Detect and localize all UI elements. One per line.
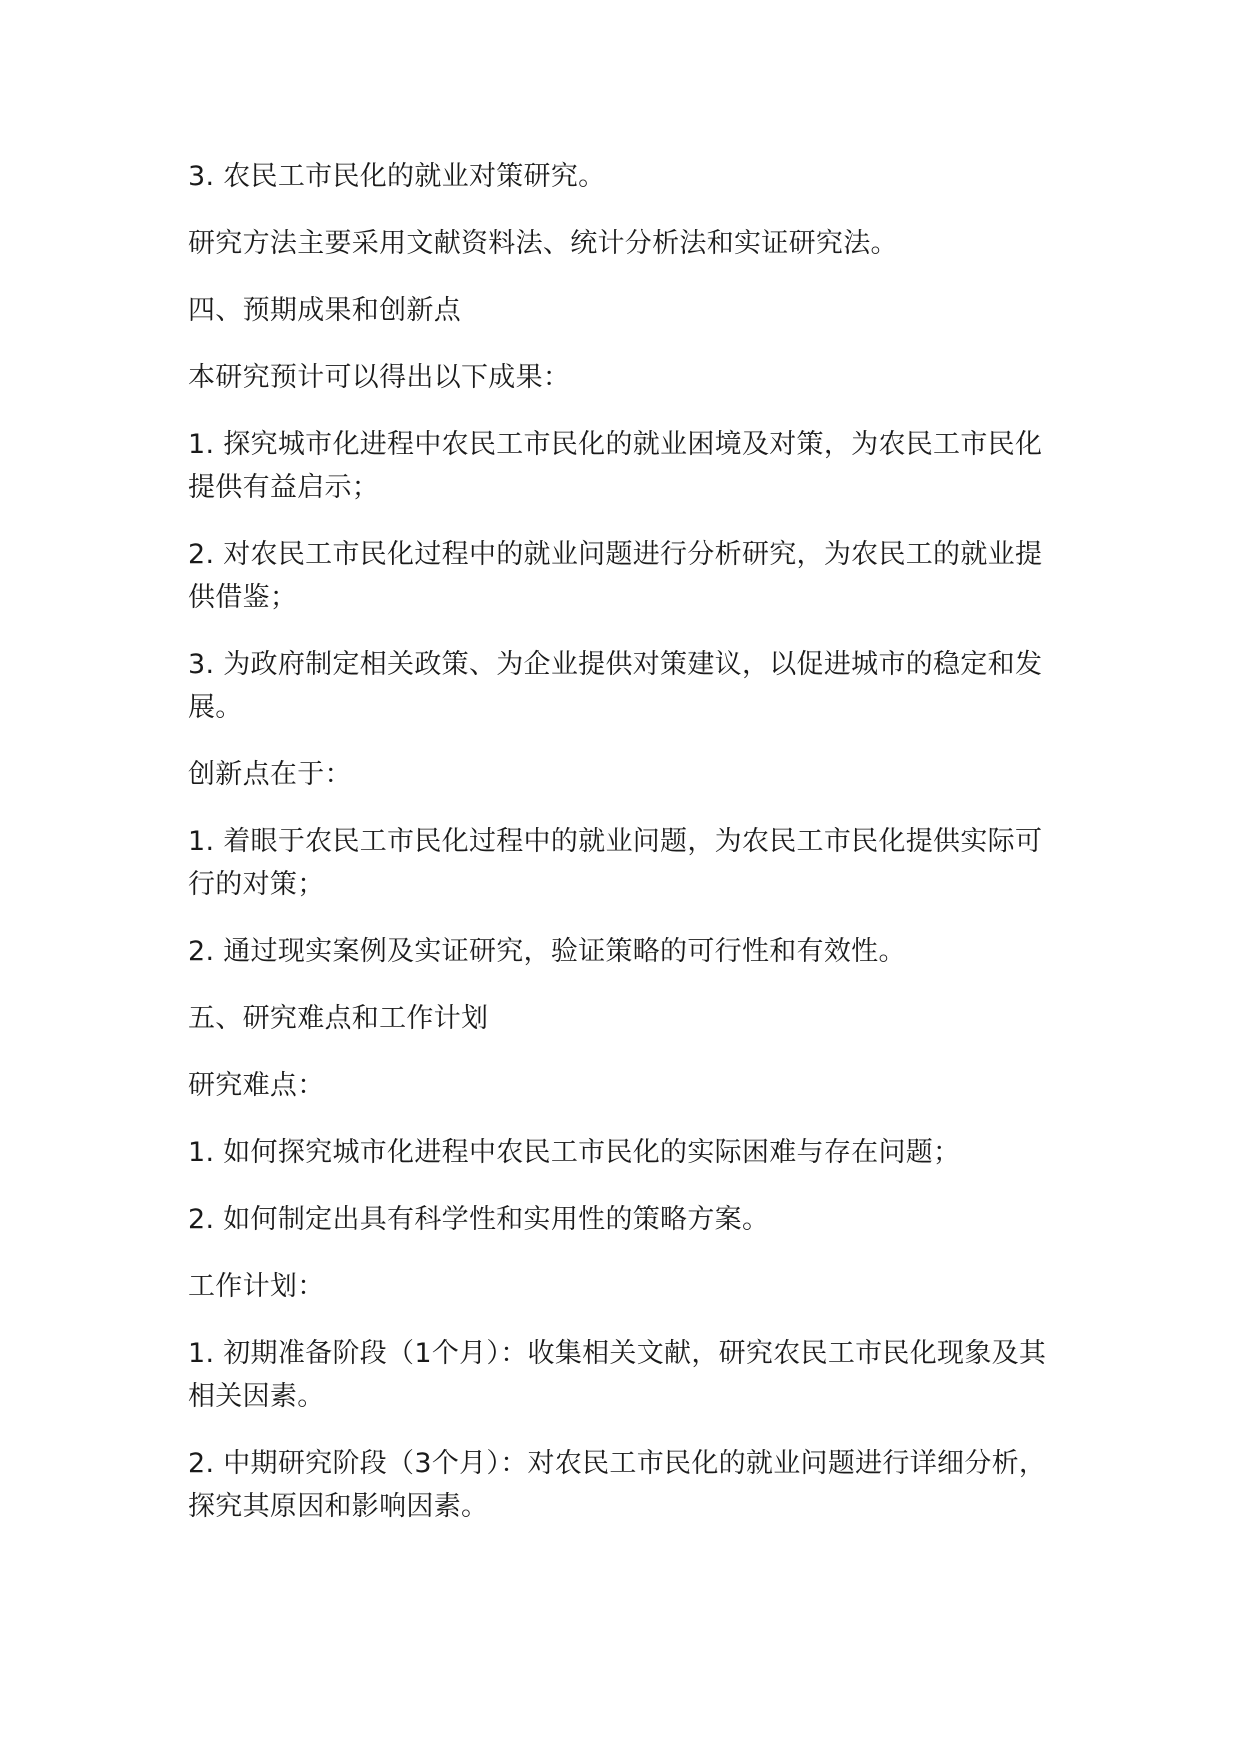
paragraph-difficulties-intro: 研究难点： bbox=[188, 1070, 325, 1101]
list-item-innovation-2: 2. 通过现实案例及实证研究，验证策略的可行性和有效性。 bbox=[188, 936, 906, 967]
list-item-innovation-1: 1. 着眼于农民工市民化过程中的就业问题，为农民工市民化提供实际可行的对策； bbox=[188, 826, 1043, 900]
list-item-difficulty-1: 1. 如何探究城市化进程中农民工市民化的实际困难与存在问题； bbox=[188, 1137, 961, 1168]
list-item-plan-2: 2. 中期研究阶段（3个月）：对农民工市民化的就业问题进行详细分析，探究其原因和影响因素。 bbox=[188, 1448, 1047, 1522]
paragraph-innovation-intro: 创新点在于： bbox=[188, 759, 352, 790]
list-item-difficulty-2: 2. 如何制定出具有科学性和实用性的策略方案。 bbox=[188, 1204, 770, 1235]
section-heading-expected-results: 四、预期成果和创新点 bbox=[188, 295, 461, 326]
list-item-result-3: 3. 为政府制定相关政策、为企业提供对策建议，以促进城市的稳定和发展。 bbox=[188, 649, 1043, 723]
paragraph-employment-strategy: 3. 农民工市民化的就业对策研究。 bbox=[188, 161, 606, 192]
paragraph-work-plan-intro: 工作计划： bbox=[188, 1271, 325, 1302]
section-heading-difficulties-plan: 五、研究难点和工作计划 bbox=[188, 1003, 489, 1034]
list-item-result-1: 1. 探究城市化进程中农民工市民化的就业困境及对策，为农民工市民化提供有益启示； bbox=[188, 429, 1043, 503]
list-item-plan-1: 1. 初期准备阶段（1个月）：收集相关文献，研究农民工市民化现象及其相关因素。 bbox=[188, 1338, 1047, 1412]
list-item-result-2: 2. 对农民工市民化过程中的就业问题进行分析研究，为农民工的就业提供借鉴； bbox=[188, 539, 1043, 613]
paragraph-results-intro: 本研究预计可以得出以下成果： bbox=[188, 362, 571, 393]
document-body bbox=[188, 155, 1068, 1552]
paragraph-research-methods: 研究方法主要采用文献资料法、统计分析法和实证研究法。 bbox=[188, 228, 898, 259]
